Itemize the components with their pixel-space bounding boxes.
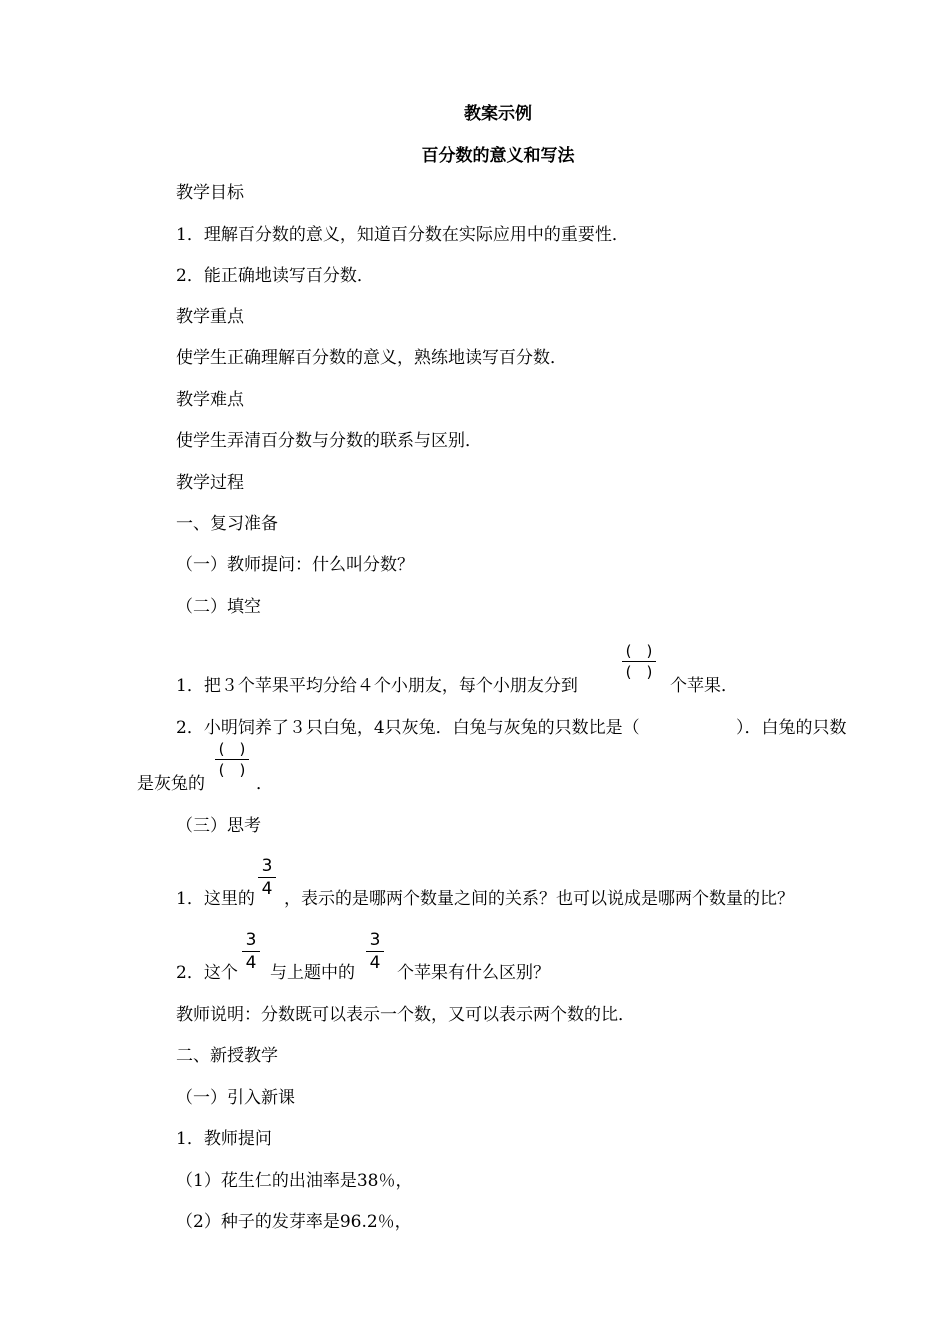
fraction-numerator: ( ) — [625, 642, 653, 660]
section-heading: 一、复习准备 — [176, 514, 278, 534]
fraction-bar — [242, 951, 260, 952]
fraction-numerator: 3 — [245, 930, 257, 950]
fraction-bar — [258, 877, 276, 878]
document-title: 教案示例 — [464, 104, 532, 124]
fraction-bar — [622, 661, 656, 662]
document-subtitle: 百分数的意义和写法 — [421, 146, 575, 166]
paragraph: （一）教师提问：什么叫分数？ — [176, 555, 414, 575]
paragraph: 2．这个 — [176, 963, 238, 983]
section-heading: （三）思考 — [176, 816, 261, 836]
paragraph: （2）种子的发芽率是96.2％， — [176, 1212, 412, 1232]
paragraph: （1）花生仁的出油率是38％， — [176, 1171, 413, 1191]
section-heading-process: 教学过程 — [176, 473, 244, 493]
fraction-bar — [215, 759, 249, 760]
fraction-numerator: ( ) — [218, 740, 246, 758]
paragraph: 1．教师提问 — [176, 1129, 272, 1149]
fraction-three-quarters — [258, 856, 276, 899]
fraction-three-quarters — [366, 930, 384, 973]
fraction-denominator: ( ) — [218, 761, 246, 779]
paragraph: 个苹果有什么区别？ — [397, 963, 550, 983]
fraction-bar — [366, 951, 384, 952]
fraction-numerator: 3 — [261, 856, 273, 876]
paragraph: 2．能正确地读写百分数． — [176, 266, 374, 286]
paragraph: ）．白兔的只数 — [736, 718, 847, 738]
paragraph: 与上题中的 — [270, 963, 355, 983]
paragraph: 使学生正确理解百分数的意义，熟练地读写百分数． — [176, 348, 567, 368]
paragraph: ． — [256, 774, 273, 794]
fraction-numerator: 3 — [369, 930, 381, 950]
paragraph: 2．小明饲养了３只白兔，4只灰兔．白兔与灰兔的只数比是（ — [176, 718, 640, 738]
fraction-three-quarters — [242, 930, 260, 973]
section-heading: 二、新授教学 — [176, 1046, 278, 1066]
section-heading-difficulty: 教学难点 — [176, 390, 244, 410]
paragraph: ，表示的是哪两个数量之间的关系？也可以说成是哪两个数量的比？ — [284, 889, 794, 909]
blank-fraction — [215, 740, 249, 779]
fraction-denominator: ( ) — [625, 663, 653, 681]
fraction-denominator: 4 — [369, 953, 381, 973]
blank-fraction — [622, 642, 656, 681]
paragraph: 1．把３个苹果平均分给４个小朋友，每个小朋友分到 — [176, 676, 578, 696]
paragraph: 个苹果． — [670, 676, 738, 696]
paragraph: 是灰兔的 — [137, 774, 205, 794]
section-heading: （一）引入新课 — [176, 1088, 295, 1108]
section-heading-goals: 教学目标 — [176, 183, 244, 203]
paragraph: 1．这里的 — [176, 889, 255, 909]
fraction-denominator: 4 — [245, 953, 257, 973]
fraction-denominator: 4 — [261, 879, 273, 899]
paragraph: 教师说明：分数既可以表示一个数，又可以表示两个数的比． — [176, 1005, 635, 1025]
section-heading-key-point: 教学重点 — [176, 307, 244, 327]
paragraph: 使学生弄清百分数与分数的联系与区别． — [176, 431, 482, 451]
paragraph: 1．理解百分数的意义，知道百分数在实际应用中的重要性． — [176, 225, 629, 245]
paragraph: （二）填空 — [176, 597, 261, 617]
